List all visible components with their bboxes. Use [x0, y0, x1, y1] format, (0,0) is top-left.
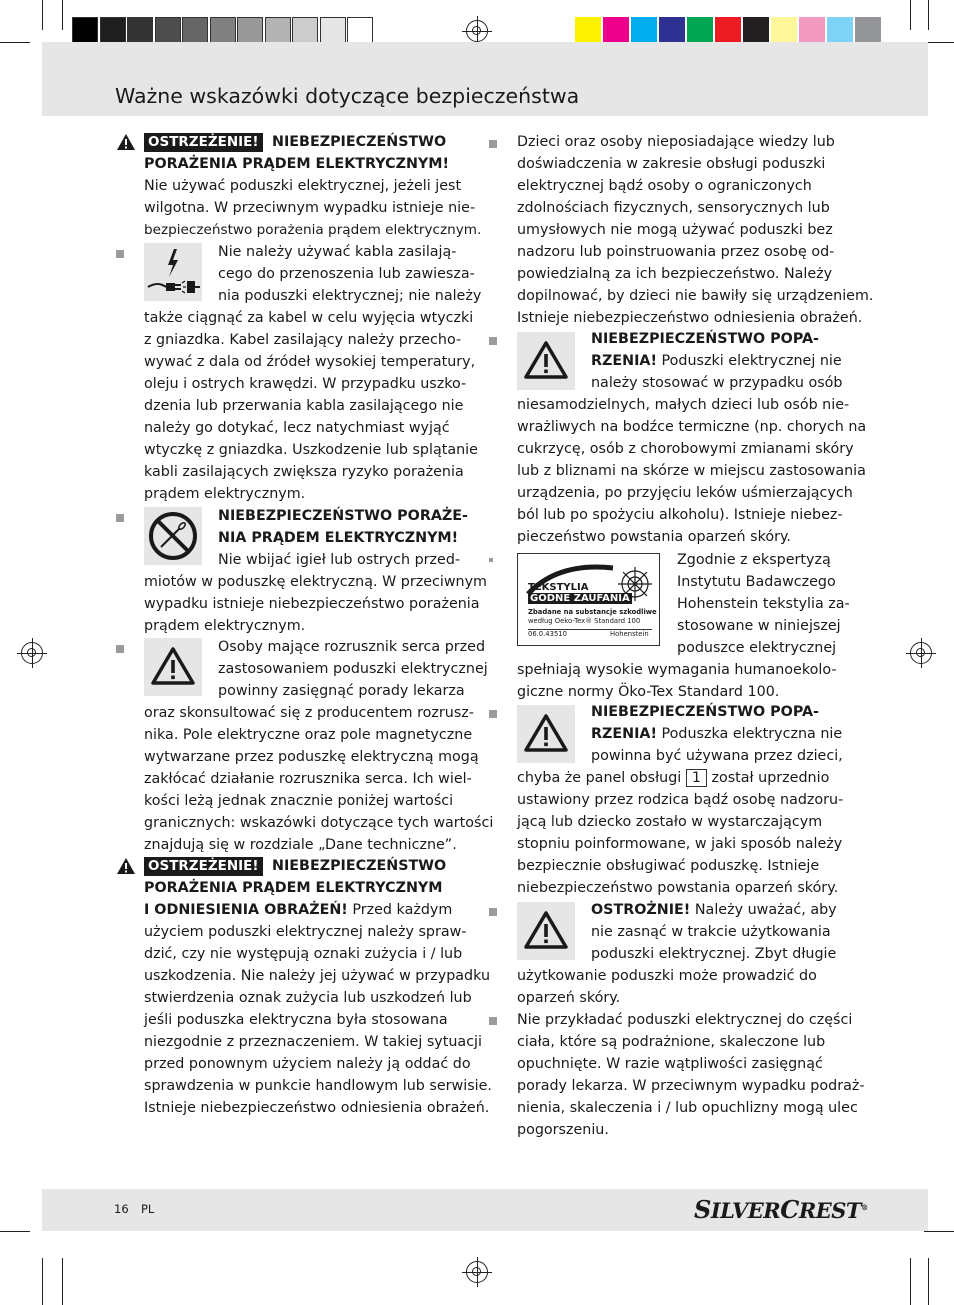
text-line: opuchnięte. W razie wątpliwości zasięgnąć — [517, 1056, 823, 1072]
text-line: wypadku istnieje niebezpieczeństwo porażenia — [144, 596, 480, 612]
text-line: jeśli poduszka elektryczna była stosowana — [144, 1012, 448, 1028]
brand-logo — [694, 1195, 868, 1224]
warning-triangle-icon — [144, 638, 202, 696]
brand-text: REST — [798, 1198, 862, 1223]
text-span: Przed każdym — [347, 902, 453, 918]
text-line: cego do przenoszenia lub zawiesza- — [218, 266, 475, 282]
warning-triangle-icon — [517, 332, 575, 390]
crop-mark — [42, 0, 43, 30]
text-span: chyba że panel obsługi — [517, 770, 686, 786]
brand-text: ILVER — [710, 1198, 781, 1223]
text-line: niebezpieczeństwo powstania oparzeń skóry. — [517, 880, 839, 896]
crop-mark — [924, 1231, 954, 1232]
warning-heading: RZENIA! — [591, 353, 658, 369]
crop-mark — [928, 1258, 929, 1305]
text-line: Nie należy używać kabla zasilają- — [218, 244, 457, 260]
text-line: lub z bliznami na skórze w miejscu zastosowania — [517, 463, 866, 479]
text-line: oraz skonsultować się z producentem rozrusz- — [144, 705, 474, 721]
warning-heading: RZENIA! — [591, 726, 658, 742]
text-line: pieczeństwo powstania oparzeń skóry. — [517, 529, 791, 545]
text-line: prądem elektrycznym. — [144, 618, 306, 634]
warning-heading: I ODNIESIENIA OBRAŻEŃ! — [144, 902, 348, 918]
text-line: oparzeń skóry. — [517, 990, 621, 1006]
registration-mark-icon — [466, 20, 488, 42]
text-line: wywać z dala od źródeł wysokiej temperatury, — [144, 354, 476, 370]
text-span: Należy uważać, aby — [690, 902, 837, 918]
text-line: należy stosować w przypadku osób — [591, 375, 843, 391]
text-line: kabli zasilających zwiększa ryzyko porażenia — [144, 464, 464, 480]
control-panel-reference: 1 — [686, 769, 707, 787]
text-line: nienia, skaleczenia i / lub opuchlizny mogą ulec — [517, 1100, 858, 1116]
warning-heading: NIEBEZPIECZEŃSTWO — [272, 134, 447, 150]
text-line: ból lub po spożyciu alkoholu). Istnieje niebez- — [517, 507, 843, 523]
warning-triangle-icon — [517, 705, 575, 763]
text-line: dopilnować, by dzieci nie bawiły się urządzeniem. — [517, 288, 874, 304]
registration-mark-icon — [21, 642, 43, 664]
text-line: dzić, czy nie występują oznaki zużycia i / lub — [144, 946, 463, 962]
bullet — [489, 710, 497, 718]
text-line: wilgotna. W przeciwnym wypadku istnieje nie- — [144, 200, 476, 216]
oeko-tex-logo — [517, 553, 660, 646]
text-line: Nie wbijać igieł lub ostrych przed- — [218, 552, 461, 568]
text-line: powiedzialną za ich bezpieczeństwo. Należy — [517, 266, 833, 282]
bullet — [489, 558, 493, 562]
warning-heading: NIEBEZPIECZEŃSTWO PORAŻE- — [218, 508, 468, 524]
text-line: Nie przykładać poduszki elektrycznej do części — [517, 1012, 853, 1028]
text-line: nia poduszki elektrycznej; nie należy — [218, 288, 482, 304]
registration-mark-icon — [910, 642, 932, 664]
text-line: giczne normy Öko-Tex Standard 100. — [517, 684, 780, 700]
text-line: zastosowaniem poduszki elektrycznej — [218, 661, 488, 677]
brand-letter: C — [780, 1195, 799, 1224]
text-span: Poduszki elektrycznej nie — [657, 353, 842, 369]
text-line: cukrzycę, osób z chorobowymi zmianami skóry — [517, 441, 854, 457]
text-line: Osoby mające rozrusznik serca przed — [218, 639, 486, 655]
warning-heading: PORAŻENIA PRĄDEM ELEKTRYCZNYM! — [144, 156, 450, 172]
logo-sub: Zbadane na substancje szkodliwe — [528, 608, 657, 616]
text-span: Poduszka elektryczna nie — [657, 726, 843, 742]
text-line — [591, 723, 842, 745]
bullet — [489, 337, 497, 345]
crop-mark — [910, 0, 911, 30]
text-line: doświadczenia w zakresie obsługi poduszki — [517, 156, 826, 172]
text-line: miotów w poduszkę elektryczną. W przeciwnym — [144, 574, 487, 590]
text-line: stopniu poinformowane, w jaki sposób należy — [517, 836, 843, 852]
text-line: Istnieje niebezpieczeństwo odniesienia obrażeń. — [517, 310, 863, 326]
text-line: wtyczkę z gniazdka. Uszkodzenie lub splątanie — [144, 442, 478, 458]
text-line: bezpiecznie obsługiwać poduszkę. Istnieje — [517, 858, 820, 874]
warning-badge: OSTRZEŻENIE! — [144, 857, 263, 876]
warning-triangle-icon — [116, 857, 136, 875]
text-line: zdolnościach fizycznych, sensorycznych lub — [517, 200, 830, 216]
text-line: należy go dotykać, lecz natychmiast wyjąć — [144, 420, 450, 436]
text-line: stwierdzenia oznak zużycia lub uszkodzeń lub — [144, 990, 472, 1006]
text-line: niesamodzielnych, małych dzieci lub osób nie- — [517, 397, 850, 413]
text-line: nadzoru lub poinstruowania przez osobę od- — [517, 244, 835, 260]
bullet — [489, 908, 497, 916]
text-line: ciała, które są podrażnione, skaleczone lub — [517, 1034, 826, 1050]
text-line: poduszki elektrycznej. Zbyt długie — [591, 946, 837, 962]
text-line: Zgodnie z ekspertyzą — [677, 552, 831, 568]
text-line: elektrycznej bądź osoby o ograniczonych — [517, 178, 812, 194]
text-line: znajdują się w rozdziale „Dane techniczne”. — [144, 837, 457, 853]
text-line: powinna być używana przez dzieci, — [591, 748, 843, 764]
warning-heading: OSTROŻNIE! — [591, 902, 691, 918]
logo-code: 06.0.43510 — [528, 630, 567, 638]
text-line: stosowane w niniejszej — [677, 618, 841, 634]
language-code: PL — [141, 1202, 155, 1216]
text-line: prądem elektrycznym. — [144, 486, 306, 502]
text-line: wrażliwych na bodźce termiczne (np. chorych na — [517, 419, 867, 435]
crop-mark — [0, 42, 30, 43]
text-line: oleju i ostrych krawędzi. W przypadku uszko- — [144, 376, 467, 392]
text-line: Istnieje niebezpieczeństwo odniesienia obrażeń. — [144, 1100, 490, 1116]
electric-shock-cable-icon — [144, 243, 202, 301]
brand-letter: S — [694, 1195, 711, 1224]
warning-heading: NIEBEZPIECZEŃSTWO — [272, 858, 447, 874]
warning-triangle-icon — [517, 902, 575, 960]
text-line: Instytutu Badawczego — [677, 574, 836, 590]
bullet — [489, 1017, 497, 1025]
crop-mark — [928, 0, 929, 30]
warning-heading: NIA PRĄDEM ELEKTRYCZNYM! — [218, 530, 459, 546]
text-line — [591, 899, 837, 921]
text-line: porady lekarza. W przeciwnym wypadku podraż- — [517, 1078, 865, 1094]
text-line: przed ponownym użyciem należy ją oddać do — [144, 1056, 471, 1072]
text-span: został uprzednio — [706, 770, 830, 786]
logo-title: TEKSTYLIA — [528, 582, 589, 593]
text-line: urządzenia, po przyjęciu leków uśmierzających — [517, 485, 853, 501]
warning-heading: PORAŻENIA PRĄDEM ELEKTRYCZNYM — [144, 880, 443, 896]
text-line: zakłócać działanie rozrusznika serca. Ich wiel- — [144, 771, 472, 787]
text-line: użyciem poduszki elektrycznej należy spraw- — [144, 924, 467, 940]
text-line: spełniają wysokie wymagania humanoekolo- — [517, 662, 837, 678]
bullet — [116, 514, 124, 522]
text-line: dzenia lub przerwania kabla zasilającego nie — [144, 398, 464, 414]
text-line: użytkowanie poduszki może prowadzić do — [517, 968, 817, 984]
crop-mark — [62, 1258, 63, 1305]
text-line: uszkodzenia. Nie należy jej używać w przypadku — [144, 968, 491, 984]
logo-institute: Hohenstein — [610, 630, 649, 638]
text-line — [591, 350, 842, 372]
text-line — [144, 899, 452, 921]
text-line: nika. Pole elektryczne oraz pole magnetyczne — [144, 727, 473, 743]
text-line: Dzieci oraz osoby nieposiadające wiedzy lub — [517, 134, 835, 150]
logo-sub: według Oeko-Tex® Standard 100 — [528, 617, 641, 625]
text-line: sprawdzenia w punkcie handlowym lub serwisie. — [144, 1078, 492, 1094]
page-title: Ważne wskazówki dotyczące bezpieczeństwa — [115, 84, 580, 108]
crop-mark — [0, 1231, 30, 1232]
crop-mark — [910, 1258, 911, 1305]
no-needles-icon — [144, 507, 202, 565]
text-line: także ciągnąć za kabel w celu wyjęcia wtyczki — [144, 310, 474, 326]
text-line: nie zasnąć w trakcie użytkowania — [591, 924, 831, 940]
text-line: jącą lub dziecko zostało w wystarczającym — [517, 814, 823, 830]
warning-heading: NIEBEZPIECZEŃSTWO POPA- — [591, 331, 819, 347]
warning-heading: NIEBEZPIECZEŃSTWO POPA- — [591, 704, 819, 720]
text-line: ustawiony przez rodzica bądź osobę nadzoru- — [517, 792, 844, 808]
text-line: pogorszeniu. — [517, 1122, 609, 1138]
text-line: poduszce elektrycznej — [677, 640, 837, 656]
text-line: wytwarzane przez poduszkę elektryczną mogą — [144, 749, 479, 765]
crop-mark — [62, 0, 63, 30]
text-line: niezgodnie z przeznaczeniem. W takiej sytuacji — [144, 1034, 482, 1050]
text-line: powinny zasięgnąć porady lekarza — [218, 683, 465, 699]
text-line: bezpieczeństwo porażenia prądem elektrycznym. — [144, 222, 482, 238]
bullet — [489, 140, 497, 148]
text-line: granicznych: wskazówki dotyczące tych wartości — [144, 815, 494, 831]
text-line — [517, 767, 829, 789]
text-line: kości leżą jednak znacznie poniżej wartości — [144, 793, 454, 809]
crop-mark — [924, 42, 954, 43]
registration-mark-icon — [466, 1261, 488, 1283]
warning-triangle-icon — [116, 133, 136, 151]
crop-mark — [42, 1258, 43, 1305]
bullet — [116, 250, 124, 258]
text-line: Nie używać poduszki elektrycznej, jeżeli jest — [144, 178, 462, 194]
text-line: umysłowych nie mogą używać poduszki bez — [517, 222, 833, 238]
warning-badge: OSTRZEŻENIE! — [144, 133, 263, 152]
logo-title: GODNE ZAUFANIA — [530, 593, 630, 604]
registered-mark: ® — [861, 1203, 868, 1212]
bullet — [116, 645, 124, 653]
page-number: 16 — [114, 1202, 129, 1216]
text-line: Hohenstein tekstylia za- — [677, 596, 850, 612]
text-line: z gniazdka. Kabel zasilający należy przecho- — [144, 332, 462, 348]
